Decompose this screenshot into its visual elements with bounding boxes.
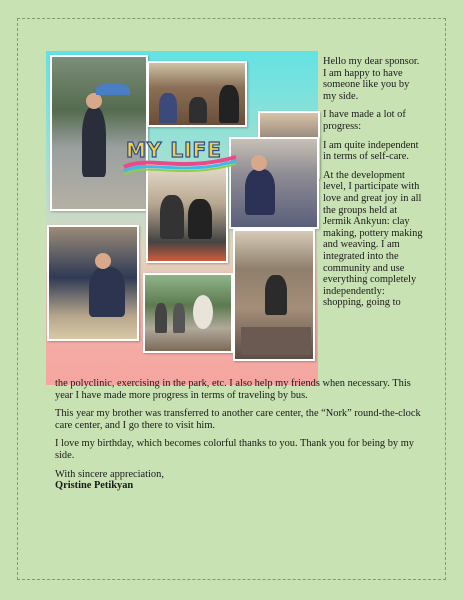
photo-collage — [46, 51, 318, 385]
closing-line: With sincere appreciation, — [55, 468, 164, 480]
photo-shop — [233, 229, 315, 361]
photo-group-park — [143, 273, 233, 353]
photo-girl-weaving — [47, 225, 139, 341]
letter-full-width — [55, 378, 425, 492]
photo-girl-at-table — [229, 137, 319, 229]
self-care-paragraph: I am quite independent in terms of self-care. — [323, 139, 419, 163]
progress-intro: I have made a lot of progress: — [323, 109, 406, 132]
my-life-logo — [120, 129, 240, 175]
birthday-paragraph: I love my birthday, which becomes colorful thanks to you. Thank you for being by my side. — [55, 438, 414, 461]
logo-text: MY LIFE — [126, 138, 222, 162]
photo-siblings-on-sofa — [146, 163, 228, 263]
greeting-paragraph: Hello my dear sponsor. I am happy to have someone like you by my side. — [323, 56, 420, 102]
continuation-paragraph: the polyclinic, exercising in the park, etc. I also help my friends when necessary. This year I have made more progress in terms of traveling by bus. — [55, 378, 411, 401]
brother-paragraph: This year my brother was transferred to another care center, the “Nork” round-the-clock care center, and I go there to visit him. — [55, 408, 421, 431]
signature: Qristine Petikyan — [55, 480, 134, 492]
letter-side-column — [323, 56, 423, 309]
development-paragraph: At the development level, I participate with love and great joy in all the groups held at Jermik Ankyun: clay making, pottery making and weaving. I am integrated into the community and use everything completely independently: shopping, going to — [323, 169, 423, 309]
photo-crafts-table — [147, 61, 247, 127]
